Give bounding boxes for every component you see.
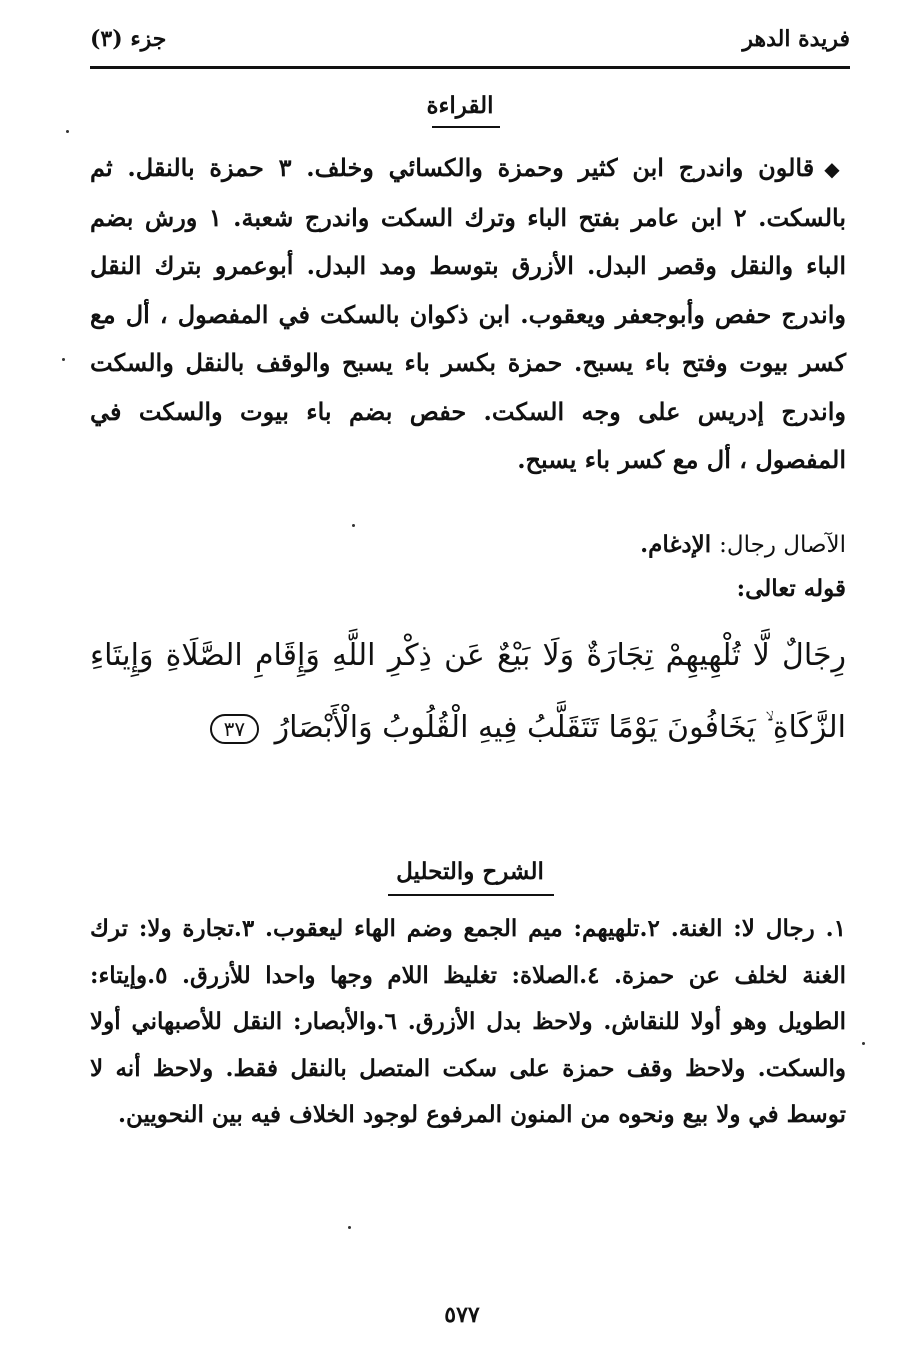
running-header bbox=[90, 26, 850, 66]
usul-value: الإدغام. bbox=[640, 531, 712, 558]
qawl-heading: قوله تعالى: bbox=[736, 575, 846, 602]
header-book-title: فريدة الدهر bbox=[742, 26, 850, 52]
section-title-underline bbox=[388, 894, 554, 896]
diamond-bullet-icon: ◆ bbox=[824, 157, 846, 181]
usul-line bbox=[90, 524, 846, 566]
scan-speck bbox=[66, 130, 69, 133]
verse-text: رِجَالٌ لَّا تُلْهِيهِمْ تِجَارَةٌ وَلَا بَيْعٌ عَن ذِكْرِ اللَّهِ وَإِقَامِ الصَّلَاةِ وَإِيتَاءِ الزَّكَاةِ ۙ يَخَافُونَ يَوْمًا تَتَقَلَّبُ فِيهِ الْقُلُوبُ وَالْأَبْصَارُ bbox=[90, 638, 846, 745]
scan-speck bbox=[348, 1226, 351, 1229]
usul-label: الآصال رجال: bbox=[719, 532, 846, 558]
scan-speck bbox=[862, 1042, 865, 1045]
scan-speck bbox=[62, 358, 65, 361]
section-title-underline bbox=[432, 126, 500, 128]
scan-speck bbox=[352, 524, 355, 527]
sharh-paragraph: ١. رجال لا: الغنة. ٢.تلهيهم: ميم الجمع وضم الهاء ليعقوب. ٣.تجارة ولا: ترك الغنة لخلف عن حمزة. ٤.الصلاة: تغليظ اللام وجها واحدا للأزرق. ٥.وإيتاء: الطويل وهو أولا للنقاش. ولاحظ بدل الأزرق. ٦.والأبصار: النقل للأصبهاني أولا والسكت. ولاحظ وقف حمزة على سكت المتصل بالنقل فقط. ولاحظ أنه لا توسط في ولا بيع ونحوه من المنون المرفوع لوجود الخلاف فيه بين النحويين. bbox=[90, 915, 846, 1128]
section-title-sharh: الشرح والتحليل bbox=[396, 858, 544, 885]
header-rule bbox=[90, 66, 850, 69]
quran-verse bbox=[90, 620, 846, 764]
header-part-number: جزء (٣) bbox=[90, 26, 167, 52]
qiraa-text: قالون واندرج ابن كثير وحمزة والكسائي وخلف. ٣ حمزة بالنقل. ثم بالسكت. ٢ ابن عامر بفتح الباء وترك السكت واندرج شعبة. ١ ورش بضم الباء والنقل وقصر البدل. الأزرق بتوسط ومد البدل. أبوعمرو بترك النقل واندرج حفص وأبوجعفر ويعقوب. ابن ذكوان بالسكت في المفصول ، أل مع كسر بيوت وفتح باء يسبح. حمزة بكسر باء يسبح والوقف بالنقل والسكت واندرج إدريس على وجه السكت. حفص بضم باء بيوت والسكت في المفصول ، أل مع كسر باء يسبح. bbox=[90, 153, 846, 474]
qiraa-paragraph bbox=[90, 144, 846, 485]
section-title-qiraa: القراءة bbox=[426, 92, 494, 119]
page-number: ٥٧٧ bbox=[444, 1302, 480, 1328]
ayah-number-mark: ٣٧ bbox=[210, 714, 259, 744]
